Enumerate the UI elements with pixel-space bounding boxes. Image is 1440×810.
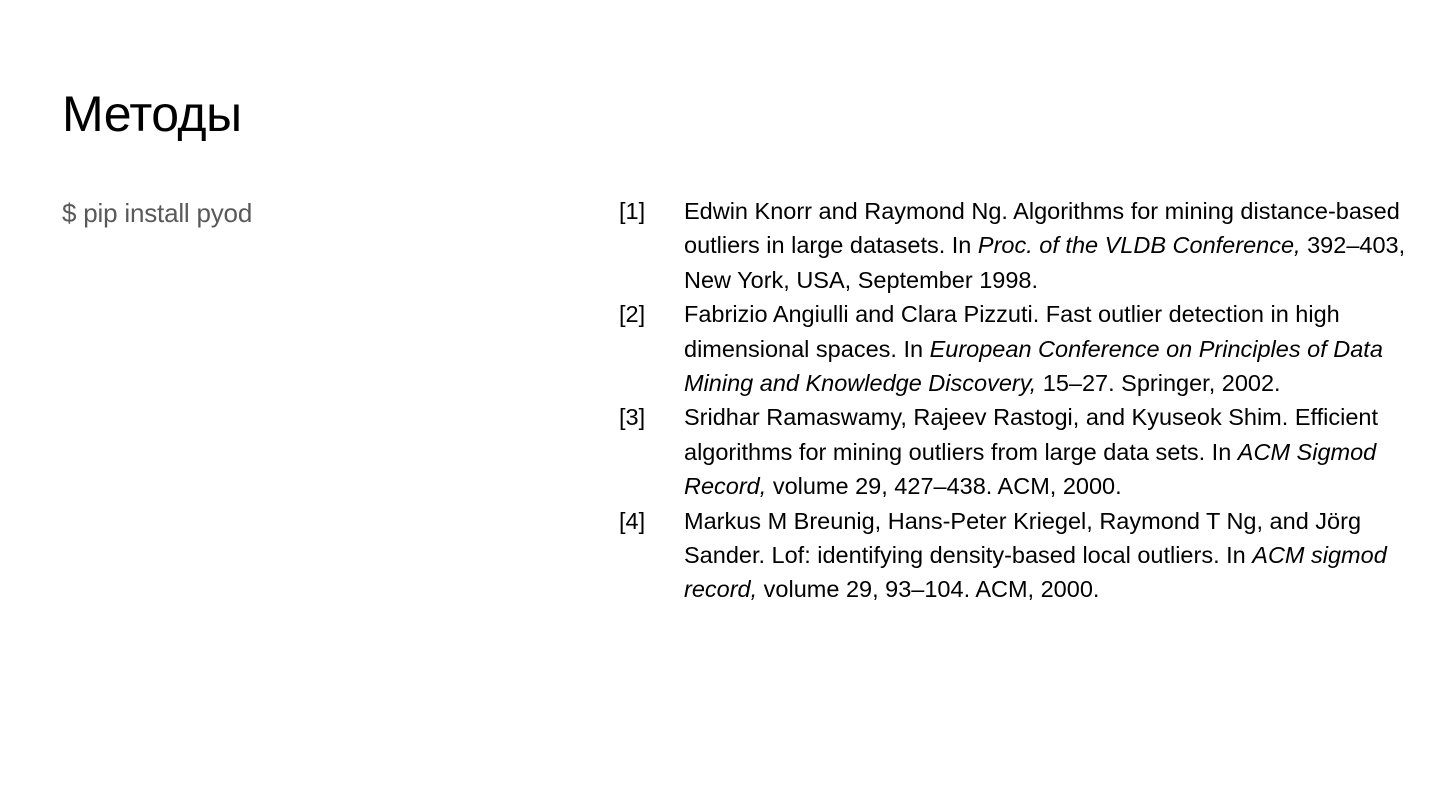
- reference-details: volume 29, 427–438. ACM, 2000.: [766, 473, 1122, 500]
- reference-authors-title: Fabrizio Angiulli and Clara Pizzuti. Fast outlier detection in high dimensional spaces. In: [684, 301, 1340, 362]
- reference-venue: Proc. of the VLDB Conference,: [977, 232, 1301, 259]
- reference-text: [684, 297, 1409, 400]
- reference-text: [684, 194, 1409, 297]
- slide-title: Методы: [62, 86, 242, 142]
- reference-authors-title: Sridhar Ramaswamy, Rajeev Rastogi, and Kyuseok Shim. Efficient algorithms for mining outliers from large data sets. In: [684, 404, 1378, 465]
- reference-number: [3]: [619, 404, 646, 431]
- reference-text: [684, 504, 1409, 607]
- reference-list: [619, 194, 1409, 607]
- reference-text: [684, 400, 1409, 503]
- reference-number: [2]: [619, 301, 646, 328]
- reference-details: 392–403, New York, USA, September 1998.: [684, 232, 1406, 293]
- reference-venue: ACM sigmod record,: [684, 542, 1387, 603]
- reference-authors-title: Edwin Knorr and Raymond Ng. Algorithms for mining distance-based outliers in large datasets. In: [684, 198, 1400, 259]
- reference-venue: European Conference on Principles of Data Mining and Knowledge Discovery,: [684, 335, 1383, 397]
- reference-item: [619, 297, 1409, 400]
- reference-details: volume 29, 93–104. ACM, 2000.: [757, 576, 1100, 603]
- reference-item: [619, 194, 1409, 297]
- reference-item: [619, 504, 1409, 607]
- reference-number: [4]: [619, 507, 646, 534]
- reference-details: 15–27. Springer, 2002.: [1036, 370, 1281, 397]
- reference-item: [619, 400, 1409, 503]
- reference-venue: ACM Sigmod Record,: [684, 438, 1377, 500]
- reference-number: [1]: [619, 198, 646, 224]
- install-command: $ pip install pyod: [62, 198, 253, 228]
- reference-authors-title: Markus M Breunig, Hans-Peter Kriegel, Raymond T Ng, and Jörg Sander. Lof: identifying density-based local outliers. In: [684, 507, 1362, 569]
